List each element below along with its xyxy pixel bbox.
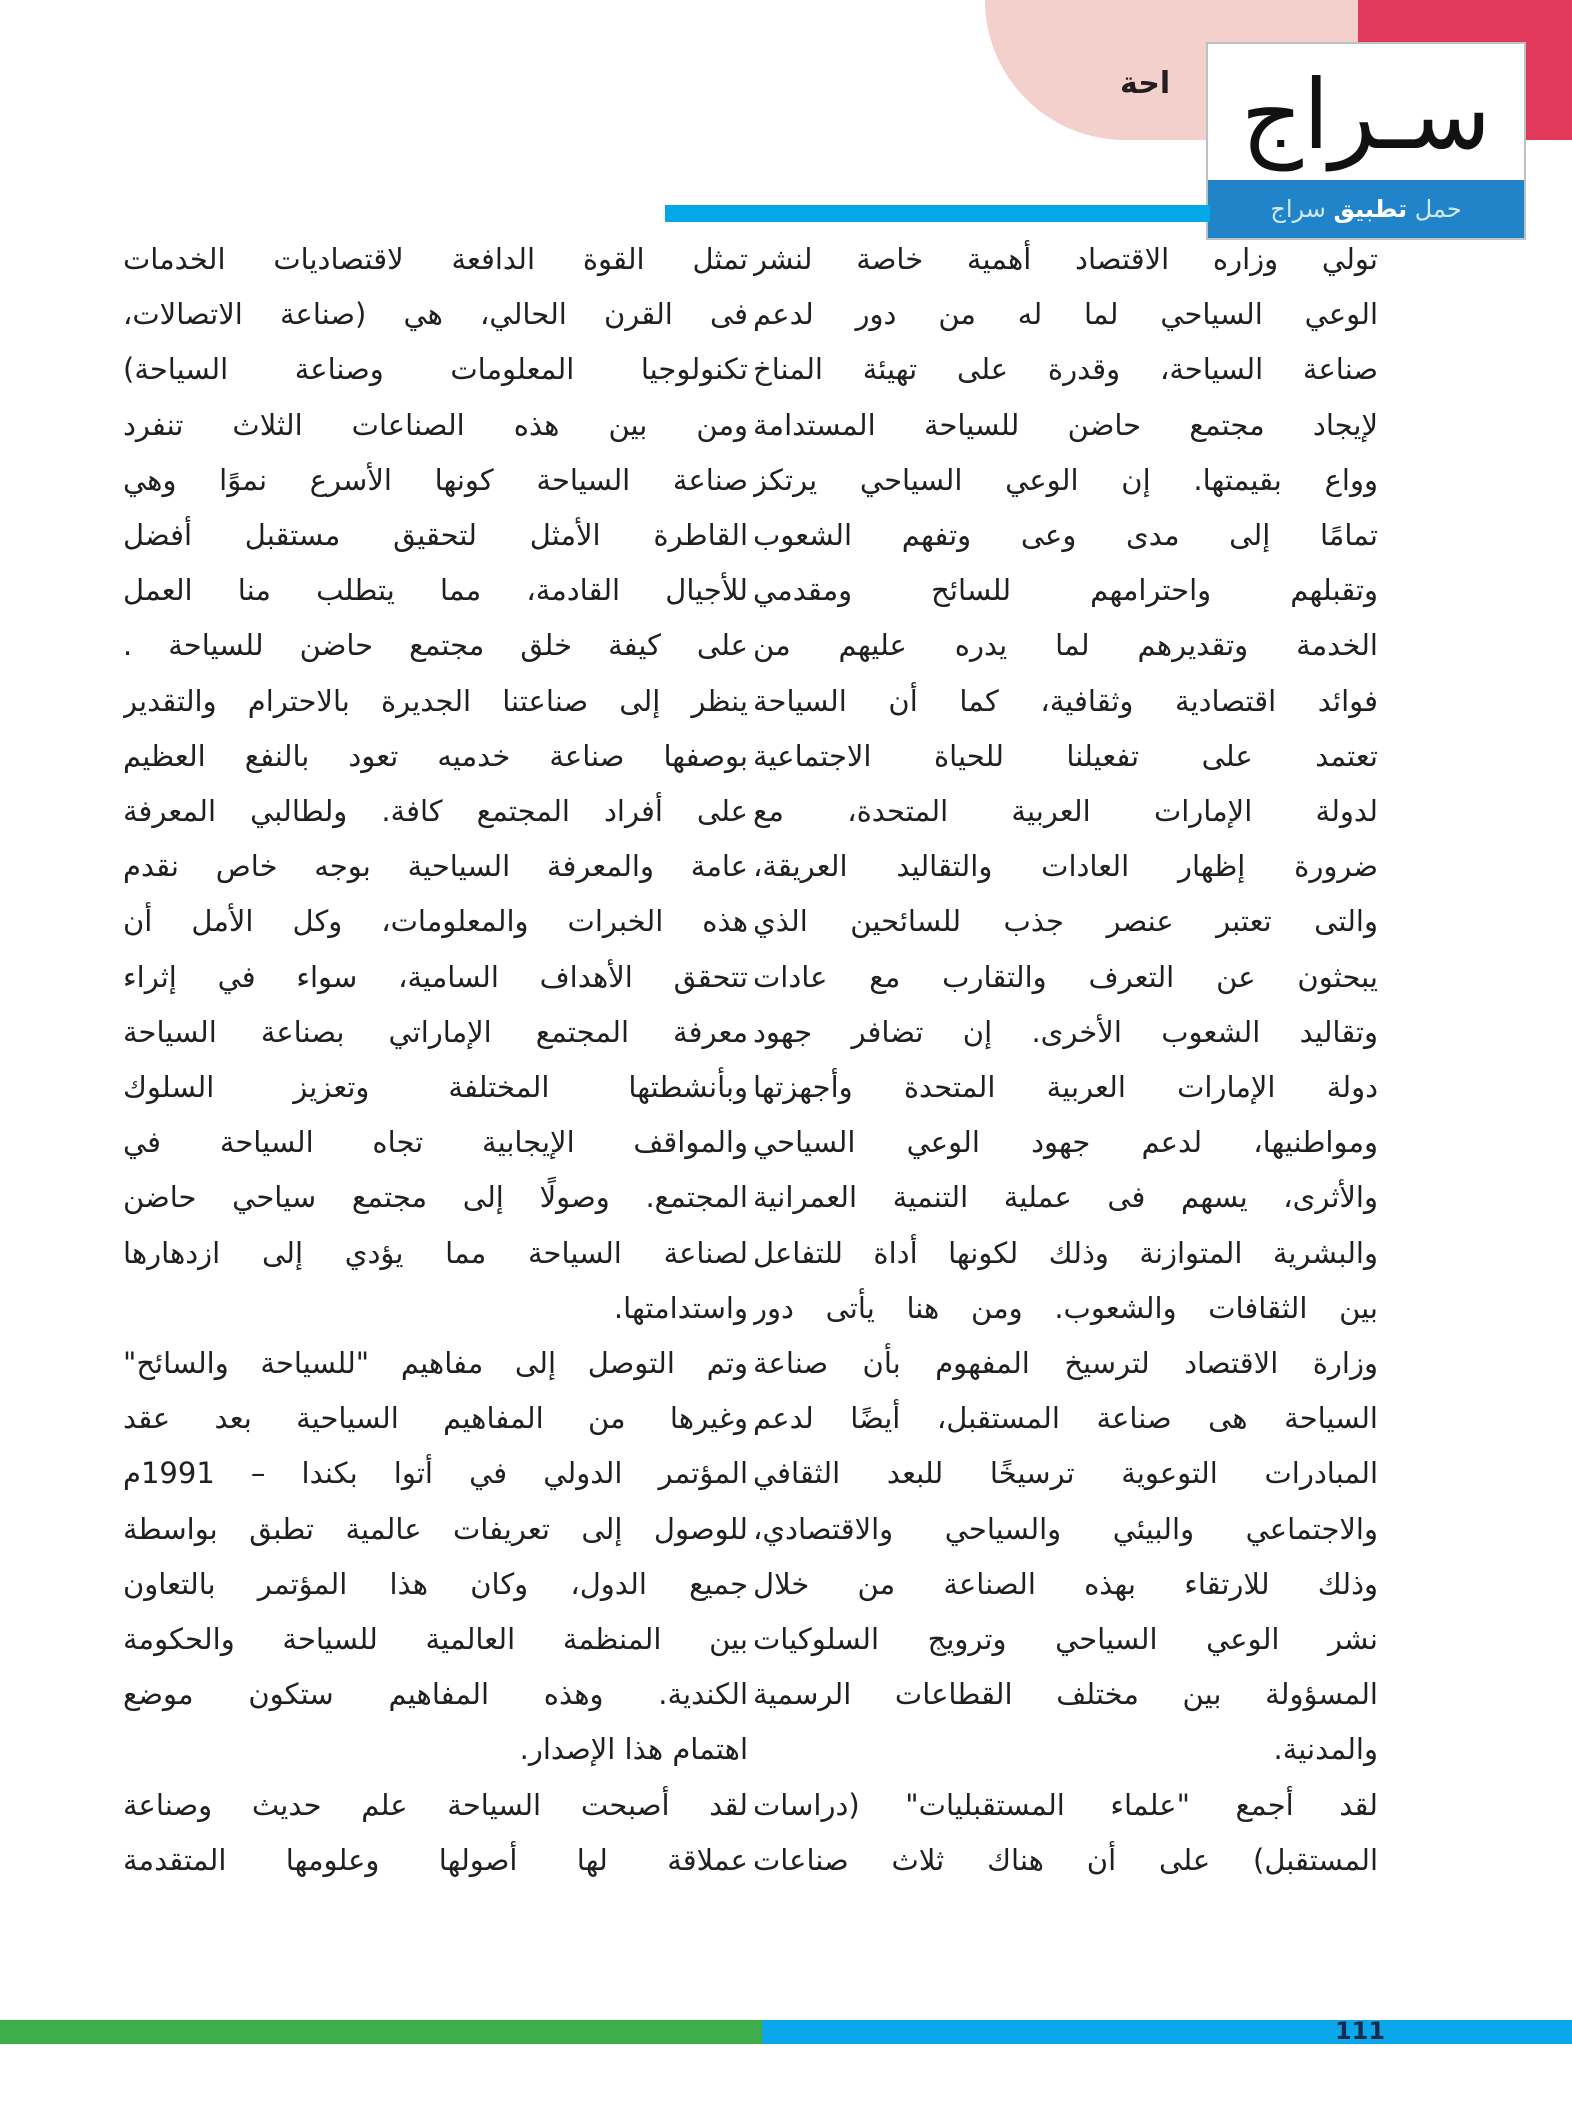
text-line: والتى تعتبر عنصر جذب للسائحين الذي [753, 904, 1378, 939]
logo-wordmark: سـراج [1240, 59, 1492, 171]
text-line: تكنولوجيا المعلومات وصناعة السياحة) [123, 352, 748, 387]
right-column [753, 232, 1378, 1888]
text-line: للوصول إلى تعريفات عالمية تطبق بواسطة [123, 1511, 748, 1546]
text-line: تتحقق الأهداف السامية، سواء في إثراء [123, 959, 748, 994]
left-column [123, 232, 748, 1888]
text-line: يبحثون عن التعرف والتقارب مع عادات [753, 959, 1378, 994]
text-line: السياحة هى صناعة المستقبل، أيضًا لدعم [753, 1401, 1378, 1436]
header-rule [665, 205, 1210, 222]
text-line: الخدمة وتقديرهم لما يدره عليهم من [753, 628, 1378, 663]
text-line: المسؤولة بين مختلف القطاعات الرسمية [753, 1677, 1378, 1712]
banner-bold: تطبيق [1333, 195, 1408, 223]
text-line: وواع بقيمتها. إن الوعي السياحي يرتكز [753, 462, 1378, 497]
text-line: تمثل القوة الدافعة لاقتصاديات الخدمات [123, 242, 748, 276]
text-line: صناعة السياحة كونها الأسرع نموًا وهي [123, 462, 748, 497]
section-title: احة [1120, 66, 1171, 101]
text-line: المجتمع. وصولًا إلى مجتمع سياحي حاضن [123, 1180, 748, 1215]
text-line: لإيجاد مجتمع حاضن للسياحة المستدامة [753, 407, 1378, 442]
text-line: اهتمام هذا الإصدار. [519, 1732, 748, 1767]
text-line: الكندية. وهذه المفاهيم ستكون موضع [123, 1677, 748, 1712]
text-line: والبشرية المتوازنة وذلك لكونها أداة للتفاعل [753, 1235, 1378, 1270]
text-line: وبأنشطتها المختلفة وتعزيز السلوك [123, 1070, 748, 1105]
text-line: وذلك للارتقاء بهذه الصناعة من خلال [753, 1566, 1378, 1601]
text-line: بوصفها صناعة خدميه تعود بالنفع العظيم [123, 738, 748, 773]
text-line: وتقاليد الشعوب الأخرى. إن تضافر جهود [753, 1014, 1378, 1049]
text-line: واستدامتها. [613, 1290, 748, 1325]
banner-prefix: حمل [1414, 195, 1462, 223]
text-line: هذه الخبرات والمعلومات، وكل الأمل أن [123, 904, 748, 939]
text-line: صناعة السياحة، وقدرة على تهيئة المناخ [753, 352, 1378, 387]
text-line: والاجتماعي والبيئي والسياحي والاقتصادي، [753, 1511, 1378, 1546]
text-line: تعتمد على تفعيلنا للحياة الاجتماعية [753, 738, 1378, 773]
text-line: المستقبل) على أن هناك ثلاث صناعات [753, 1842, 1378, 1877]
text-line: فى القرن الحالي، هي (صناعة الاتصالات، [123, 297, 748, 332]
text-line: للأجيال القادمة، مما يتطلب منا العمل [123, 573, 748, 608]
text-line: نشر الوعي السياحي وترويج السلوكيات [753, 1622, 1378, 1657]
text-line: لدولة الإمارات العربية المتحدة، مع [753, 794, 1378, 829]
text-line: لقد أصبحت السياحة علم حديث وصناعة [123, 1787, 748, 1822]
download-app-banner[interactable] [1208, 180, 1524, 238]
text-line: والمواقف الإيجابية تجاه السياحة في [123, 1125, 748, 1160]
text-line: ينظر إلى صناعتنا الجديرة بالاحترام والتقدير [123, 683, 748, 718]
text-line: جميع الدول، وكان هذا المؤتمر بالتعاون [123, 1566, 748, 1601]
text-line: على كيفة خلق مجتمع حاضن للسياحة . [123, 628, 748, 663]
text-line: وغيرها من المفاهيم السياحية بعد عقد [123, 1401, 748, 1436]
text-line: بين الثقافات والشعوب. ومن هنا يأتى دور [753, 1290, 1378, 1325]
footer-blue-bar [762, 2020, 1572, 2044]
text-line: على أفراد المجتمع كافة. ولطالبي المعرفة [123, 794, 748, 829]
text-line: لصناعة السياحة مما يؤدي إلى ازدهارها [123, 1235, 748, 1270]
text-line: معرفة المجتمع الإماراتي بصناعة السياحة [123, 1014, 748, 1049]
text-line: دولة الإمارات العربية المتحدة وأجهزتها [753, 1070, 1378, 1105]
siraj-logo[interactable] [1206, 42, 1526, 240]
text-line: والأثرى، يسهم فى عملية التنمية العمرانية [753, 1180, 1378, 1215]
text-line: ومواطنيها، لدعم جهود الوعي السياحي [753, 1125, 1378, 1160]
text-line: وزارة الاقتصاد لترسيخ المفهوم بأن صناعة [753, 1346, 1378, 1381]
text-line: لقد أجمع "علماء المستقبليات" (دراسات [753, 1787, 1378, 1822]
text-line: وتقبلهم واحترامهم للسائح ومقدمي [753, 573, 1378, 608]
text-line: بين المنظمة العالمية للسياحة والحكومة [123, 1622, 748, 1657]
text-line: وتم التوصل إلى مفاهيم "للسياحة والسائح" [123, 1346, 748, 1381]
text-line: فوائد اقتصادية وثقافية، كما أن السياحة [753, 683, 1378, 718]
text-line: ضرورة إظهار العادات والتقاليد العريقة، [753, 849, 1378, 884]
text-line: والمدنية. [1273, 1732, 1378, 1767]
text-line: عملاقة لها أصولها وعلومها المتقدمة [123, 1842, 748, 1877]
text-line: ومن بين هذه الصناعات الثلاث تنفرد [123, 407, 748, 442]
footer-green-bar [0, 2020, 762, 2044]
text-line: الوعي السياحي لما له من دور لدعم [753, 297, 1378, 332]
text-line: المبادرات التوعوية ترسيخًا للبعد الثقافي [753, 1456, 1378, 1491]
text-line: القاطرة الأمثل لتحقيق مستقبل أفضل [123, 518, 748, 553]
text-line: المؤتمر الدولي في أتوا بكندا – 1991م [123, 1456, 748, 1491]
text-line: عامة والمعرفة السياحية بوجه خاص نقدم [123, 849, 748, 884]
text-line: تمامًا إلى مدى وعى وتفهم الشعوب [753, 518, 1378, 553]
text-line: تولي وزاره الاقتصاد أهمية خاصة لنشر [753, 242, 1378, 276]
page-number: 111 [1334, 2017, 1386, 2045]
banner-suffix: سراج [1270, 195, 1326, 223]
